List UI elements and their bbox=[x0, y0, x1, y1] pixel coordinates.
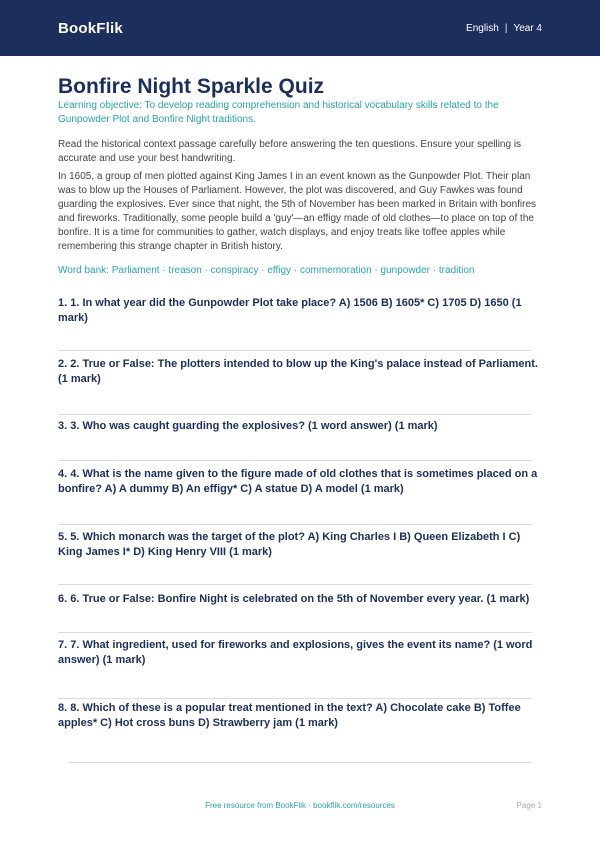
page-number: Page 1 bbox=[516, 801, 542, 810]
learning-objective: Learning objective: To develop reading comprehension and historical vocabulary skills related to the Gunpowder Plot and Bonfire Night traditions. bbox=[58, 100, 499, 125]
subject-label: English bbox=[466, 22, 499, 34]
answer-line-5[interactable] bbox=[58, 584, 532, 585]
question-3: 3. 3. Who was caught guarding the explosives? (1 word answer) (1 mark) bbox=[58, 420, 438, 432]
brand-logo[interactable]: BookFlik bbox=[58, 19, 123, 37]
instructions: Read the historical context passage carefully before answering the ten questions. Ensure your spelling is accurate and use your best handwriting. bbox=[58, 139, 522, 164]
subject-year-meta bbox=[466, 23, 542, 34]
meta-separator: | bbox=[504, 22, 508, 34]
answer-line-2[interactable] bbox=[58, 414, 532, 415]
context-passage: In 1605, a group of men plotted against King James I in an event known as the Gunpowder Plot. Their plan was to blow up the Houses of Parliament. However, the plot was discovered, and Guy Fawkes was found guarding the explosives. Ever since that night, the 5th of November has been marked in Britain with bonfires and fireworks. Traditionally, some people build a 'guy'—an effigy made of old clothes—to place on top of the bonfire. It is a time for communities to gather, watch displays, and enjoy treats like toffee apples while remembering this strange chapter in British history. bbox=[58, 171, 537, 252]
page-title: Bonfire Night Sparkle Quiz bbox=[58, 75, 325, 98]
question-1: 1. 1. In what year did the Gunpowder Plot take place? A) 1506 B) 1605* C) 1705 D) 1650 (1 mark) bbox=[58, 297, 522, 324]
answer-line-7[interactable] bbox=[58, 698, 532, 699]
answer-line-1[interactable] bbox=[58, 350, 532, 351]
answer-line-4[interactable] bbox=[58, 524, 532, 525]
answer-line-6[interactable] bbox=[58, 632, 532, 633]
question-8: 8. 8. Which of these is a popular treat mentioned in the text? A) Chocolate cake B) Toffee apples* C) Hot cross buns D) Strawberry jam (1 mark) bbox=[58, 702, 521, 729]
question-4: 4. 4. What is the name given to the figure made of old clothes that is sometimes placed on a bonfire? A) A dummy B) An effigy* C) A statue D) A model (1 mark) bbox=[58, 468, 538, 495]
year-label: Year 4 bbox=[513, 22, 542, 34]
footer-source-link[interactable]: Free resource from BookFlik · bookflik.com/resources bbox=[205, 801, 395, 810]
question-5: 5. 5. Which monarch was the target of the plot? A) King Charles I B) Queen Elizabeth I C) King James I* D) King Henry VIII (1 mark) bbox=[58, 531, 521, 558]
answer-line-3[interactable] bbox=[58, 460, 532, 461]
question-6: 6. 6. True or False: Bonfire Night is celebrated on the 5th of November every year. (1 mark) bbox=[58, 593, 530, 605]
page-header bbox=[0, 0, 600, 56]
word-bank: Word bank: Parliament · treason · conspiracy · effigy · commemoration · gunpowder · tradition bbox=[58, 265, 475, 276]
question-7: 7. 7. What ingredient, used for fireworks and explosions, gives the event its name? (1 word answer) (1 mark) bbox=[58, 639, 533, 666]
question-2: 2. 2. True or False: The plotters intended to blow up the King's palace instead of Parliament. (1 mark) bbox=[58, 358, 538, 385]
answer-line-8[interactable] bbox=[68, 762, 532, 763]
